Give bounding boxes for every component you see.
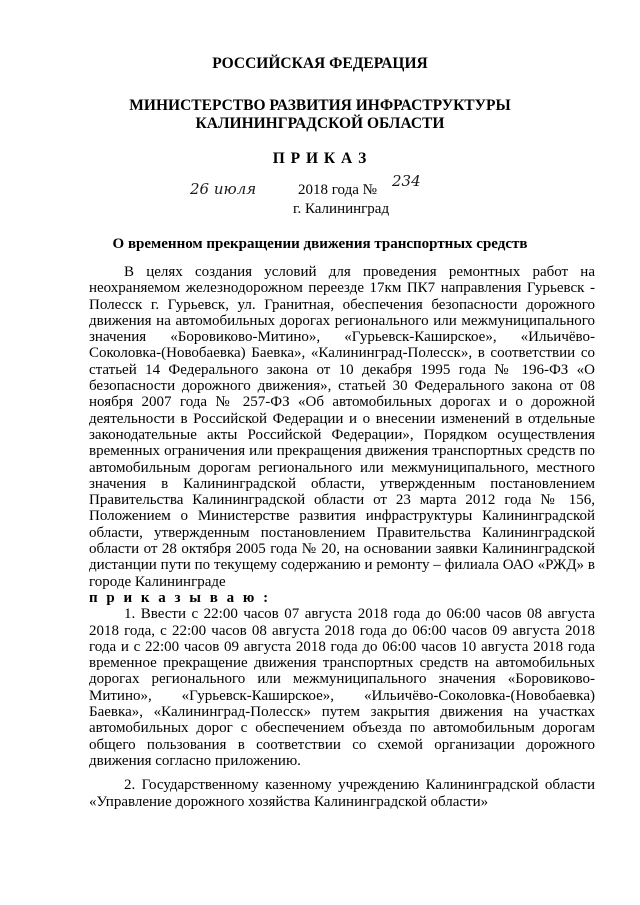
handwritten-date: 26 июля xyxy=(190,180,257,198)
order-city: г. Калининград xyxy=(293,201,390,217)
country-heading: РОССИЙСКАЯ ФЕДЕРАЦИЯ xyxy=(212,55,428,72)
order-item-1: 1. Ввести с 22:00 часов 07 августа 2018 года до 06:00 часов 08 августа 2018 года, с 22:00 часов 08 августа 2018 года до 06:00 часов 09 августа 2018 года и с 22:00 часов 09 августа 2018 года до 06:00 часов 10 августа 2018 года временное прекращение движения транспортных средств на автомобильных дорогах регионального или межмуниципального значения «Боровиково-Митино», «Гурьевск-Каширское», «Ильичёво-Соколовка-(Новобаевка) Баевка», «Калининград-Полесск» путем закрытия движения на участках автомобильных дорог с обеспечением объезда по автомобильным дорогам общего пользования в соответствии со схемой организации дорожного движения согласно приложению. xyxy=(89,606,595,769)
order-item-2: 2. Государственному казенному учреждению Калининградской области «Управление дорожного хозяйства Калининградской области» xyxy=(89,777,595,810)
order-keyword-text: п р и к а з ы в а ю : xyxy=(89,589,271,606)
doc-type-heading: П Р И К А З xyxy=(272,150,368,167)
ministry-heading-line2: КАЛИНИНГРАДСКОЙ ОБЛАСТИ xyxy=(195,115,445,132)
ministry-heading-line1: МИНИСТЕРСТВО РАЗВИТИЯ ИНФРАСТРУКТУРЫ xyxy=(129,97,511,114)
order-year-text: 2018 года № xyxy=(298,182,377,198)
document-body xyxy=(89,264,595,810)
handwritten-number: 234 xyxy=(392,172,421,190)
order-subject-title: О временном прекращении движения транспортных средств xyxy=(112,236,528,252)
preamble-paragraph: В целях создания условий для проведения ремонтных работ на неохраняемом железнодорожном переезде 17км ПК7 направления Гурьевск - Полесск г. Гурьевск, ул. Гранитная, обеспечения безопасности дорожного движения на автомобильных дорогах регионального или межмуниципального значения «Боровиково-Митино», «Гурьевск-Каширское», «Ильичёво-Соколовка-(Новобаевка) Баевка», «Калининград-Полесск», в соответствии со статьей 14 Федерального закона от 10 декабря 1995 года № 196-ФЗ «О безопасности дорожного движения», статьей 30 Федерального закона от 08 ноября 2007 года № 257-ФЗ «Об автомобильных дорогах и о дорожной деятельности в Российской Федерации и о внесении изменений в отдельные законодательные акты Российской Федерации», Порядком осуществления временных ограничения или прекращения движения транспортных средств по автомобильным дорогам регионального или межмуниципального, местного значения в Калининградской области, утвержденным постановлением Правительства Калининградской области от 23 марта 2012 года № 156, Положением о Министерстве развития инфраструктуры Калининградской области, утвержденным постановлением Правительства Калининградской области от 28 октября 2005 года № 20, на основании заявки Калининградской дистанции пути по текущему содержанию и ремонту – филиала ОАО «РЖД» в городе Калининграде xyxy=(89,264,595,590)
order-keyword xyxy=(89,590,595,606)
